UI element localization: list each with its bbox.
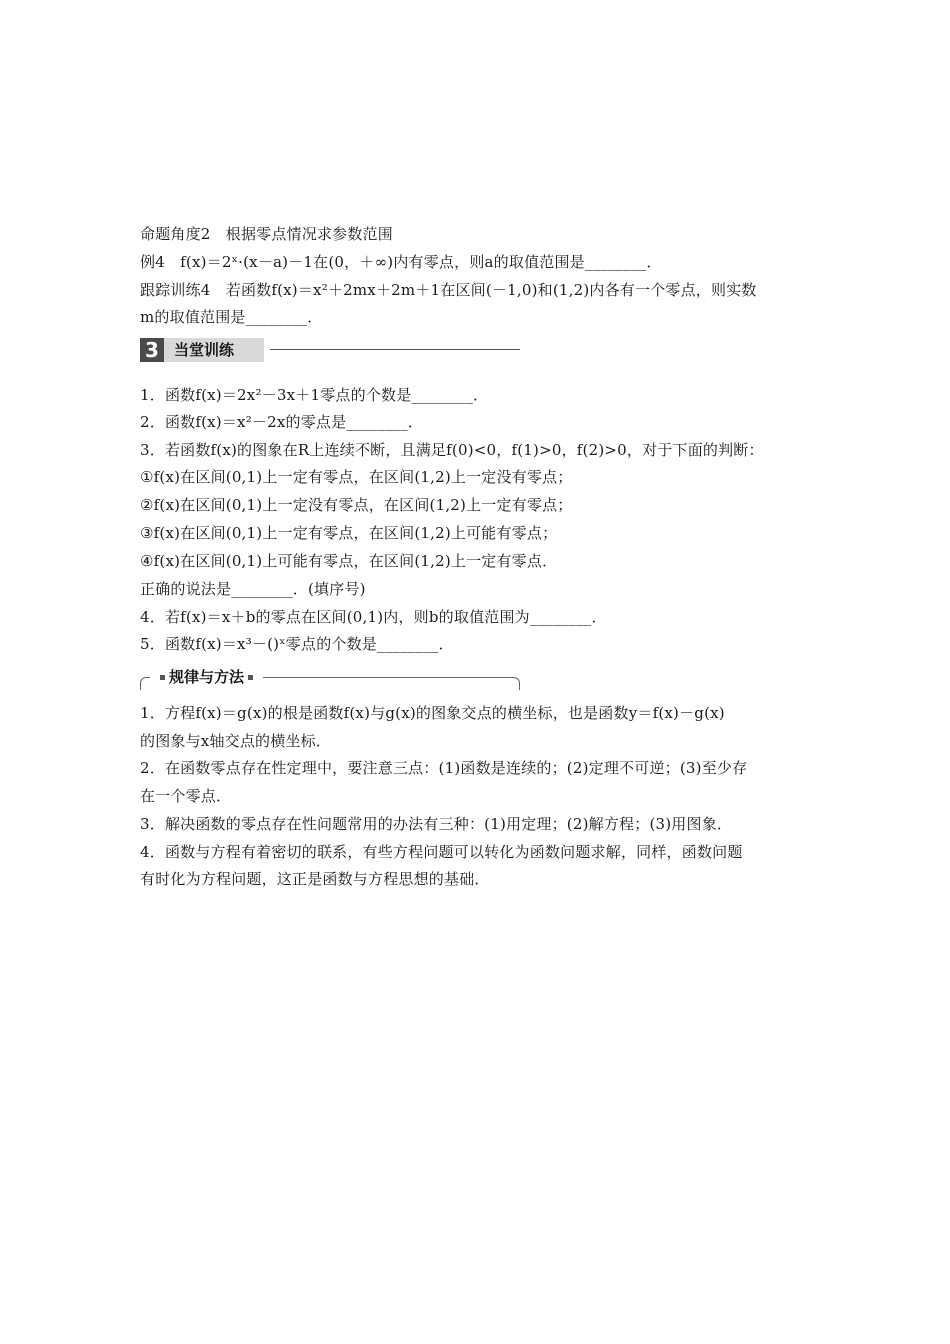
- question-3-answer: 正确的说法是________．(填序号): [140, 580, 366, 598]
- section-rule: [270, 349, 520, 350]
- question-4: 4．若f(x)＝x＋b的零点在区间(0,1)内，则b的取值范围为________．: [140, 608, 607, 626]
- section-number: 3: [140, 338, 164, 362]
- section-title: 当堂训练: [164, 338, 264, 362]
- rules-box-header: [140, 666, 520, 690]
- question-5: 5．函数f(x)＝x³－()ˣ零点的个数是________．: [140, 635, 454, 653]
- square-bullet-icon: [248, 675, 253, 680]
- question-3-option-1: ①f(x)在区间(0,1)上一定有零点，在区间(1,2)上一定没有零点；: [140, 468, 573, 486]
- square-bullet-icon: [160, 675, 165, 680]
- rule-2: 2．在函数零点存在性定理中，要注意三点：(1)函数是连续的；(2)定理不可逆；(3)至少存: [140, 759, 748, 777]
- rule-1-cont: 的图象与x轴交点的横坐标．: [140, 732, 332, 750]
- example-4: 例4 f(x)＝2ˣ·(x－a)－1在(0，＋∞)内有零点，则a的取值范围是________．: [140, 253, 662, 271]
- rule-2-cont: 在一个零点．: [140, 787, 232, 805]
- rule-4-cont: 有时化为方程问题，这正是函数与方程思想的基础．: [140, 870, 490, 888]
- subheading-angle-2: 命题角度2 根据零点情况求参数范围: [140, 225, 393, 243]
- rules-box-title: 规律与方法: [169, 668, 245, 686]
- rule-3: 3．解决函数的零点存在性问题常用的办法有三种：(1)用定理；(2)解方程；(3)用图象．: [140, 815, 733, 833]
- rules-box-label: [150, 666, 263, 688]
- question-3-option-3: ③f(x)在区间(0,1)上一定有零点，在区间(1,2)上可能有零点；: [140, 524, 558, 542]
- rule-4: 4．函数与方程有着密切的联系，有些方程问题可以转化为函数问题求解，同样，函数问题: [140, 843, 743, 861]
- tracking-exercise-4: 跟踪训练4 若函数f(x)＝x²＋2mx＋2m＋1在区间(－1,0)和(1,2)内各有一个零点，则实数: [140, 281, 757, 299]
- section-header: [140, 338, 520, 362]
- question-3-option-4: ④f(x)在区间(0,1)上可能有零点，在区间(1,2)上一定有零点．: [140, 552, 558, 570]
- tracking-exercise-4-cont: m的取值范围是________．: [140, 308, 323, 326]
- question-1: 1．函数f(x)＝2x²－3x＋1零点的个数是________．: [140, 386, 489, 404]
- rule-1: 1．方程f(x)＝g(x)的根是函数f(x)与g(x)的图象交点的横坐标，也是函数y＝f(x)－g(x): [140, 704, 725, 722]
- question-3-option-2: ②f(x)在区间(0,1)上一定没有零点，在区间(1,2)上一定有零点；: [140, 496, 573, 514]
- question-3: 3．若函数f(x)的图象在R上连续不断，且满足f(0)<0，f(1)>0，f(2)>0，对于下面的判断：: [140, 441, 764, 459]
- question-2: 2．函数f(x)＝x²－2x的零点是________．: [140, 413, 424, 431]
